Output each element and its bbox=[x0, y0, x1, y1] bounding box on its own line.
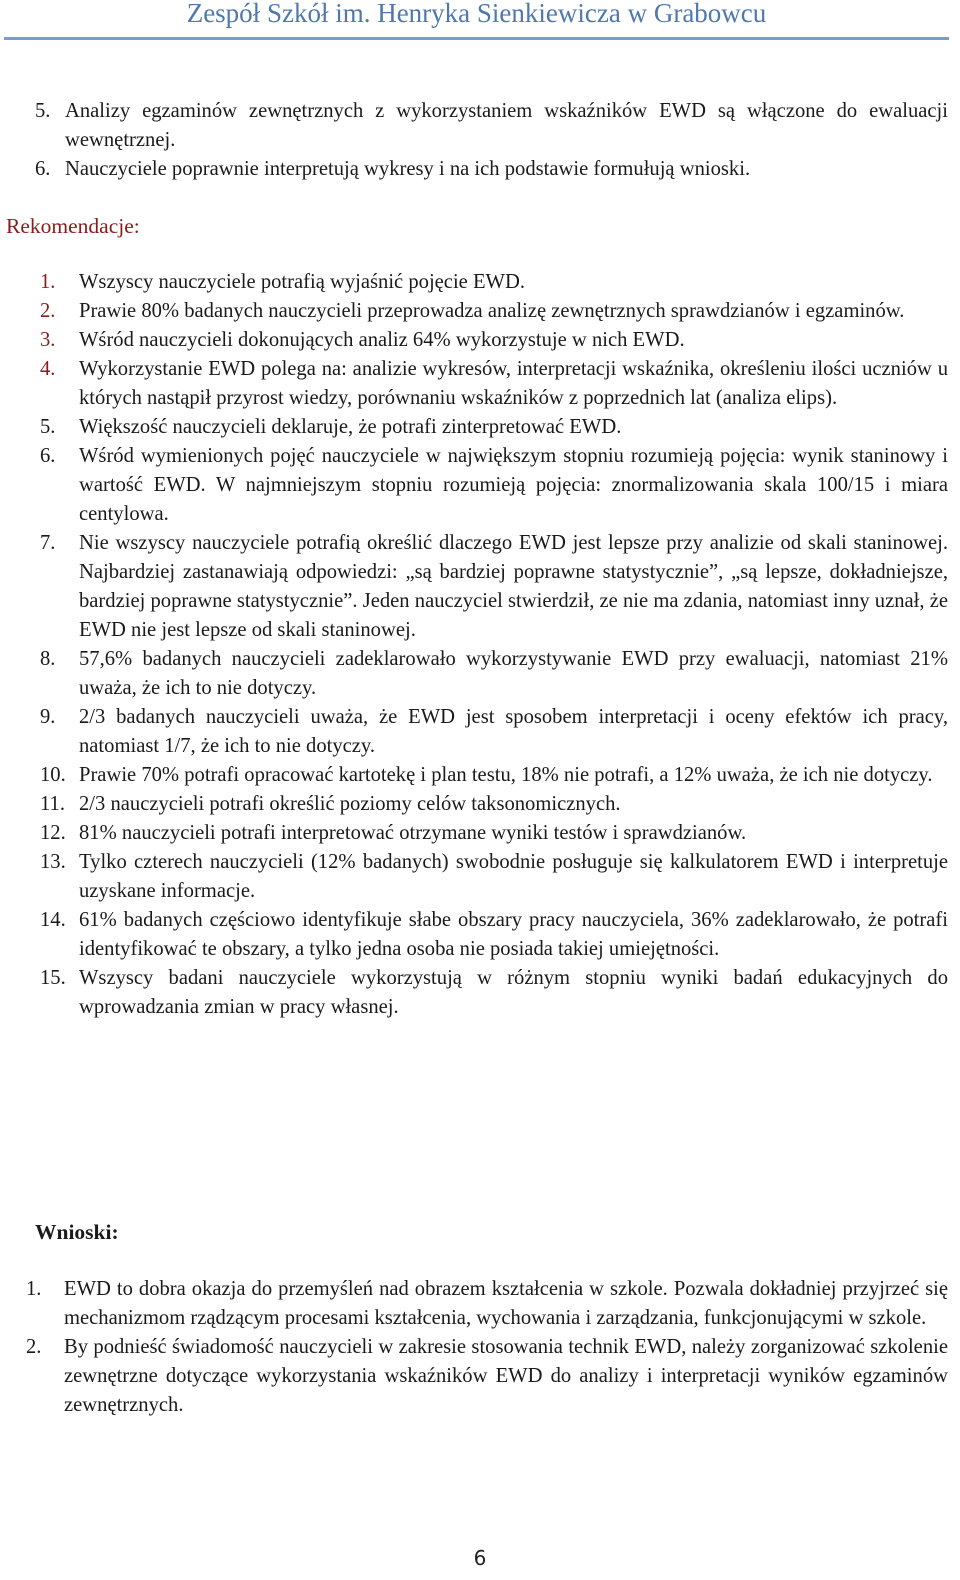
item-text: EWD to dobra okazja do przemyśleń nad obrazem kształcenia w szkole. Pozwala dokładniej przyjrzeć się mechanizmom rządzącym procesami kształcenia, wychowania i zarządzania, funkcjonującymi w szkole. bbox=[64, 1278, 948, 1329]
top-list bbox=[35, 97, 948, 184]
recommendations-list bbox=[40, 268, 948, 1022]
item-number: 2. bbox=[26, 1336, 42, 1358]
list-item bbox=[40, 442, 948, 529]
item-number: 5. bbox=[35, 100, 51, 122]
list-item bbox=[26, 1275, 948, 1333]
item-text: Nauczyciele poprawnie interpretują wykresy i na ich podstawie formułują wnioski. bbox=[65, 158, 751, 180]
item-text: 57,6% badanych nauczycieli zadeklarowało wykorzystywanie EWD przy ewaluacji, natomiast 21% uważa, że ich to nie dotyczy. bbox=[79, 648, 948, 699]
conclusions-heading: Wnioski: bbox=[35, 1220, 119, 1244]
list-item bbox=[40, 268, 948, 297]
item-text: 2/3 badanych nauczycieli uważa, że EWD jest sposobem interpretacji i oceny efektów ich pracy, natomiast 1/7, że ich to nie dotyczy. bbox=[79, 706, 948, 757]
item-text: Wykorzystanie EWD polega na: analizie wykresów, interpretacji wskaźnika, określeniu ilości uczniów u których nastąpił przyrost wiedzy, porównaniu wskaźników z poprzednich lat (analiza elips). bbox=[79, 358, 948, 409]
item-number: 14. bbox=[40, 909, 66, 931]
page-number: 6 bbox=[473, 1546, 487, 1570]
item-text: Nie wszyscy nauczyciele potrafią określić dlaczego EWD jest lepsze przy analizie od skali staninowej. Najbardziej zastanawiają odpowiedzi: „są bardziej poprawne statystycznie”, „są lepsze, dokładniejsze, bardziej poprawne statystycznie”. Jeden nauczyciel stwierdził, ze nie ma zdania, natomiast inny uznał, że EWD nie jest lepsze od skali staninowej. bbox=[79, 532, 948, 641]
list-item bbox=[40, 761, 948, 790]
item-text: 81% nauczycieli potrafi interpretować otrzymane wyniki testów i sprawdzianów. bbox=[79, 822, 747, 844]
item-number: 12. bbox=[40, 822, 66, 844]
item-number: 10. bbox=[40, 764, 66, 786]
item-text: Prawie 80% badanych nauczycieli przeprowadza analizę zewnętrznych sprawdzianów i egzaminów. bbox=[79, 300, 905, 322]
item-text: 61% badanych częściowo identyfikuje słabe obszary pracy nauczyciela, 36% zadeklarowało, że potrafi identyfikować te obszary, a tylko jedna osoba nie posiada takiej umiejętności. bbox=[79, 909, 948, 960]
item-text: Wśród nauczycieli dokonujących analiz 64% wykorzystuje w nich EWD. bbox=[79, 329, 685, 351]
list-item bbox=[40, 326, 948, 355]
item-text: Wśród wymienionych pojęć nauczyciele w największym stopniu rozumieją pojęcia: wynik staninowy i wartość EWD. W najmniejszym stopniu rozumieją pojęcia: znormalizowania skala 100/15 i miara centylowa. bbox=[79, 445, 948, 525]
list-item bbox=[40, 848, 948, 906]
list-item bbox=[35, 97, 948, 155]
recommendations-heading: Rekomendacje: bbox=[6, 214, 140, 238]
list-item bbox=[26, 1333, 948, 1420]
conclusions-list bbox=[26, 1275, 948, 1420]
item-number: 8. bbox=[40, 648, 56, 670]
item-text: Wszyscy nauczyciele potrafią wyjaśnić pojęcie EWD. bbox=[79, 271, 525, 293]
item-number: 11. bbox=[40, 793, 65, 815]
list-item bbox=[40, 790, 948, 819]
list-item bbox=[35, 155, 948, 184]
item-number: 6. bbox=[40, 445, 56, 467]
list-item bbox=[40, 906, 948, 964]
item-number: 7. bbox=[40, 532, 56, 554]
list-item bbox=[40, 964, 948, 1022]
item-number: 5. bbox=[40, 416, 56, 438]
list-item bbox=[40, 703, 948, 761]
page-header bbox=[4, 0, 949, 40]
item-text: Większość nauczycieli deklaruje, że potrafi zinterpretować EWD. bbox=[79, 416, 622, 438]
item-number: 6. bbox=[35, 158, 51, 180]
item-text: By podnieść świadomość nauczycieli w zakresie stosowania technik EWD, należy zorganizować szkolenie zewnętrzne dotyczące wykorzystania wskaźników EWD do analizy i interpretacji wyników egzaminów zewnętrznych. bbox=[64, 1336, 948, 1416]
list-item bbox=[40, 645, 948, 703]
school-name: Zespół Szkół im. Henryka Sienkiewicza w Grabowcu bbox=[186, 0, 767, 28]
item-number: 1. bbox=[40, 271, 56, 293]
item-number: 13. bbox=[40, 851, 66, 873]
item-number: 15. bbox=[40, 967, 66, 989]
item-text: 2/3 nauczycieli potrafi określić poziomy celów taksonomicznych. bbox=[79, 793, 621, 815]
item-number: 1. bbox=[26, 1278, 42, 1300]
list-item bbox=[40, 529, 948, 645]
item-text: Prawie 70% potrafi opracować kartotekę i plan testu, 18% nie potrafi, a 12% uważa, że ich nie dotyczy. bbox=[79, 764, 933, 786]
list-item bbox=[40, 297, 948, 326]
item-number: 2. bbox=[40, 300, 56, 322]
item-text: Tylko czterech nauczycieli (12% badanych) swobodnie posługuje się kalkulatorem EWD i interpretuje uzyskane informacje. bbox=[79, 851, 948, 902]
list-item bbox=[40, 355, 948, 413]
item-number: 4. bbox=[40, 358, 56, 380]
list-item bbox=[40, 413, 948, 442]
item-text: Wszyscy badani nauczyciele wykorzystują w różnym stopniu wyniki badań edukacyjnych do wprowadzania zmian w pracy własnej. bbox=[79, 967, 948, 1018]
list-item bbox=[40, 819, 948, 848]
item-text: Analizy egzaminów zewnętrznych z wykorzystaniem wskaźników EWD są włączone do ewaluacji wewnętrznej. bbox=[65, 100, 948, 151]
item-number: 3. bbox=[40, 329, 56, 351]
item-number: 9. bbox=[40, 706, 56, 728]
